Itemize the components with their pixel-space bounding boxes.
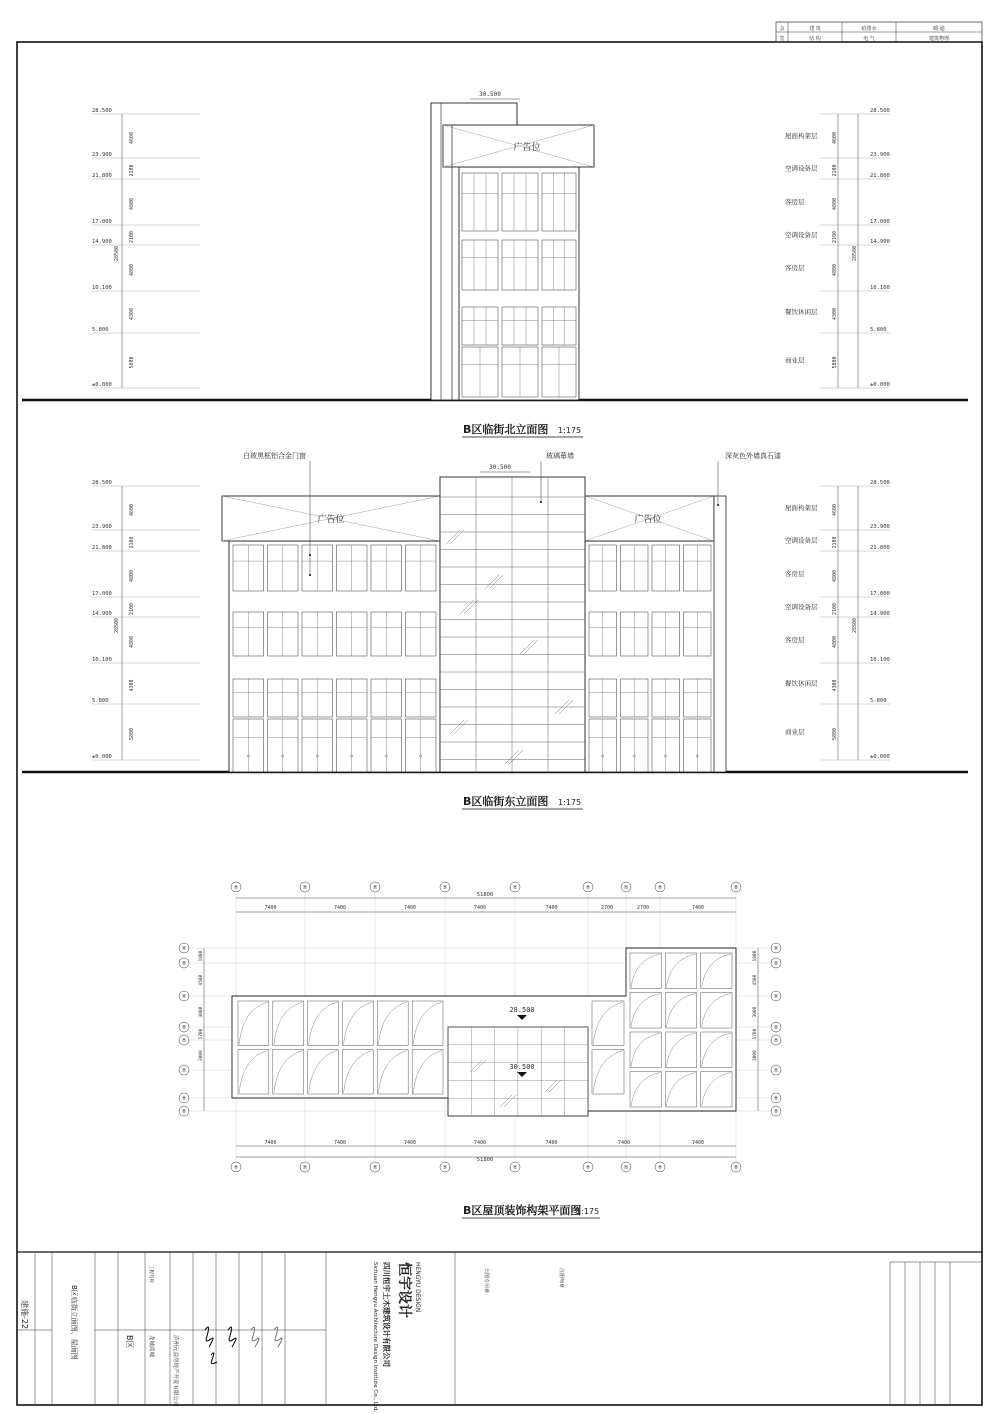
east-right-edge-column — [714, 496, 726, 772]
floor-height-right: 4800 — [832, 197, 838, 210]
floor-height-right: 2100 — [832, 536, 838, 549]
level-label-left: 5.800 — [92, 327, 109, 333]
level-label-right: ±0.000 — [870, 754, 890, 760]
axis-bubble-label: H — [234, 1165, 238, 1171]
axis-bubble-label: H — [734, 885, 738, 891]
stamp-r1-c3: 暖 通 — [933, 26, 945, 32]
plan-dim-bottom: 7400 — [403, 1140, 417, 1146]
tb-company-en: Sichuan Hengyu Architecture Design Institute Co., Ltd. — [372, 1262, 378, 1413]
level-label-right: 28.500 — [870, 480, 890, 486]
axis-bubble-label: H — [182, 1096, 186, 1102]
axis-bubble-label: H — [303, 1165, 307, 1171]
plan-dim-top: 7400 — [403, 905, 417, 911]
plan-dim-side-left-text: 4500 — [199, 974, 204, 986]
stamp-r2-c3: 建筑物理 — [928, 36, 950, 42]
plan-dim-bottom: 7400 — [333, 1140, 347, 1146]
north-main-block — [459, 167, 579, 400]
floor-name: 空调设备层 — [785, 164, 818, 173]
floor-name: 空调设备层 — [785, 231, 818, 239]
level-label-left: 17.000 — [92, 219, 112, 225]
axis-bubble-label: H — [182, 1025, 186, 1031]
level-label-left: ±0.000 — [92, 382, 112, 388]
level-label-left: 17.000 — [92, 591, 112, 597]
tb-client: 泸州元益房地产开发有限公司 — [172, 1335, 178, 1407]
floor-name: 商业层 — [785, 728, 805, 736]
floor-height-left: 4600 — [129, 131, 135, 144]
floor-height-left: 2100 — [129, 230, 135, 243]
callout-glass-dot — [540, 501, 542, 503]
plan-dim-top: 7400 — [333, 905, 347, 911]
floor-height-right: 4600 — [832, 503, 838, 516]
axis-bubble-label: H — [658, 1165, 662, 1171]
axis-bubble-label: H — [774, 1068, 778, 1074]
floor-height-right: 4600 — [832, 131, 838, 144]
callout-stone-paint: 深灰色外墙真石漆 — [725, 452, 781, 460]
floor-name: 空调设备层 — [785, 536, 818, 545]
plan-dim-bottom: 7400 — [691, 1140, 705, 1146]
axis-bubble-label: H — [513, 885, 517, 891]
plan-dim-side-right-text: 1700 — [753, 1028, 758, 1040]
plan-dim-side-right-text: 4500 — [753, 974, 758, 986]
plan-dim-top: 2700 — [636, 905, 650, 911]
stamp-r1-c0: 会 — [779, 26, 785, 32]
east-right-sign-label: 广告位 — [634, 515, 662, 525]
callout-stone-dot — [717, 504, 719, 506]
floor-name: 客房层 — [785, 198, 805, 206]
floor-height-right: 4300 — [832, 679, 838, 692]
total-height-left: 28500 — [114, 245, 120, 261]
axis-bubble-label: H — [182, 1109, 186, 1115]
level-label-right: 21.800 — [870, 545, 890, 551]
level-label-left: 28.500 — [92, 108, 112, 114]
floor-height-left: 2100 — [129, 536, 135, 549]
plan-dim-bottom: 7400 — [264, 1140, 277, 1146]
axis-bubble-label: H — [182, 1038, 186, 1044]
east-scale: 1:175 — [558, 798, 582, 807]
level-label-right: 23.900 — [870, 152, 890, 158]
floor-height-left: 5800 — [129, 727, 135, 740]
axis-bubble-label: H — [182, 946, 186, 952]
plan-dim-side-left-text: 1800 — [199, 950, 204, 962]
level-label-right: 21.800 — [870, 173, 890, 179]
floor-height-right: 4800 — [832, 263, 838, 276]
floor-height-right: 4300 — [832, 307, 838, 320]
countersign-table — [776, 22, 982, 42]
callout-window-dot-2 — [309, 574, 311, 576]
plan-level-low: 28.500 — [509, 1006, 535, 1014]
level-label-right: 17.000 — [870, 591, 890, 597]
floor-height-left: 4800 — [129, 569, 135, 582]
plan-dim-top: 7400 — [691, 905, 705, 911]
floor-height-left: 5800 — [129, 356, 135, 369]
axis-bubble-label: H — [774, 1096, 778, 1102]
floor-height-right: 2100 — [832, 602, 838, 615]
stamp-r1-c2: 给排水 — [861, 26, 877, 32]
level-label-left: 23.900 — [92, 524, 112, 530]
floor-height-right: 5800 — [832, 727, 838, 740]
level-label-right: 10.100 — [870, 285, 890, 291]
axis-bubble-label: H — [586, 885, 590, 891]
north-top-level: 30.500 — [479, 91, 501, 98]
plan-dim-top: 7400 — [264, 905, 277, 911]
axis-bubble-label: H — [658, 885, 662, 891]
north-elevation — [22, 91, 968, 437]
plan-dim-side-right-text: 3000 — [753, 1050, 758, 1061]
tb-drawing-title: B区临街立面图、屋面图 — [70, 1285, 78, 1360]
callout-window-dot-1 — [309, 554, 311, 556]
axis-bubble-label: H — [734, 1165, 738, 1171]
tb-company-cn: 四川恒宇土木建筑设计有限公司 — [382, 1262, 391, 1367]
floor-name: 商业层 — [785, 356, 805, 365]
floor-name: 屋面构架层 — [785, 132, 818, 140]
axis-bubble-label: H — [182, 961, 186, 967]
level-label-left: 28.500 — [92, 480, 112, 486]
tb-stamp-label-1: 出图专用章 — [483, 1268, 489, 1294]
callout-window-frame: 白玻黑框铝合金门窗 — [243, 452, 306, 460]
plan-dim-bottom: 7400 — [473, 1140, 487, 1146]
axis-bubble-label: H — [443, 1165, 447, 1171]
plan-dim-bottom: 7400 — [617, 1140, 631, 1146]
total-height-right: 28500 — [852, 245, 858, 261]
axis-bubble-label: H — [182, 994, 186, 1000]
floor-height-left: 4600 — [129, 503, 135, 516]
east-glass-curtain-wall — [440, 477, 585, 772]
axis-bubble-label: H — [586, 1165, 590, 1171]
floor-height-right: 5800 — [832, 356, 838, 369]
plan-total-dim-top: 51800 — [476, 892, 494, 898]
stamp-r2-c2: 电 气 — [863, 36, 875, 42]
east-elevation — [22, 451, 968, 809]
plan-total-dim-bottom: 51800 — [476, 1157, 494, 1163]
axis-bubble-label: H — [774, 994, 778, 1000]
floor-name: 屋面构架层 — [785, 504, 818, 512]
axis-bubble-label: H — [624, 1165, 628, 1171]
level-label-right: ±0.000 — [870, 382, 890, 388]
tb-project-label: 工程名称 — [148, 1265, 153, 1283]
plan-dim-side-left-text: 1700 — [199, 1028, 204, 1040]
floor-height-right: 4800 — [832, 635, 838, 648]
plan-dim-side-right-text: 3000 — [753, 1006, 758, 1018]
tb-drawing-no: 建施-22 — [20, 1300, 29, 1330]
callout-glass-curtain: 玻璃幕墙 — [546, 452, 574, 460]
axis-bubble-label: H — [774, 1038, 778, 1044]
plan-dim-bottom: 7400 — [545, 1140, 558, 1146]
north-sign-label: 广告位 — [513, 143, 541, 153]
north-title: B区临街北立面图 — [463, 423, 549, 436]
plan-dim-side-left-text: 3000 — [199, 1050, 204, 1061]
plan-dim-top: 2700 — [600, 905, 614, 911]
east-left-wing — [229, 541, 440, 772]
floor-name: 客房层 — [785, 570, 805, 578]
floor-height-left: 4300 — [129, 679, 135, 692]
floor-height-left: 4300 — [129, 307, 135, 320]
stamp-r2-c1: 结 构 — [809, 36, 821, 42]
plan-outline — [232, 948, 736, 1116]
axis-bubble-label: H — [373, 1165, 377, 1171]
floor-name: 餐饮休闲层 — [785, 308, 818, 316]
level-label-right: 10.100 — [870, 657, 890, 663]
tb-stamp-label-2: 注册师章 — [558, 1268, 564, 1289]
floor-height-left: 4800 — [129, 635, 135, 648]
floor-height-right: 2100 — [832, 164, 838, 177]
level-label-right: 14.900 — [870, 239, 890, 245]
level-label-left: ±0.000 — [92, 754, 112, 760]
level-label-left: 14.900 — [92, 239, 112, 245]
total-height-left: 28500 — [114, 617, 120, 633]
axis-bubble-label: H — [443, 885, 447, 891]
level-label-left: 10.100 — [92, 285, 112, 291]
signature-1 — [205, 1327, 217, 1364]
tb-logo-cn: 恒宇设计 — [396, 1262, 412, 1318]
axis-bubble-label: H — [774, 1109, 778, 1115]
axis-bubble-label: H — [373, 885, 377, 891]
level-label-right: 17.000 — [870, 219, 890, 225]
plan-dim-top: 7400 — [473, 905, 487, 911]
floor-name: 空调设备层 — [785, 603, 818, 611]
axis-bubble-label: H — [774, 961, 778, 967]
floor-height-right: 2100 — [832, 230, 838, 243]
level-label-left: 21.800 — [92, 545, 112, 551]
level-label-left: 10.100 — [92, 657, 112, 663]
level-label-left: 21.800 — [92, 173, 112, 179]
east-left-sign-label: 广告位 — [317, 515, 345, 525]
plan-dim-top: 7400 — [545, 905, 558, 911]
axis-bubble-label: H — [303, 885, 307, 891]
east-right-wing — [585, 541, 715, 772]
axis-bubble-label: H — [774, 946, 778, 952]
axis-bubble-label: H — [182, 1068, 186, 1074]
level-label-left: 5.800 — [92, 698, 109, 704]
title-block-grid — [17, 1252, 982, 1405]
tb-project-name: 龙城商城 — [148, 1335, 154, 1358]
plan-level-high: 30.500 — [509, 1063, 535, 1071]
floor-height-left: 4800 — [129, 197, 135, 210]
floor-height-left: 2100 — [129, 602, 135, 615]
plan-scale: 1:175 — [576, 1207, 600, 1216]
axis-bubble-label: H — [774, 1025, 778, 1031]
axis-bubble-label: H — [234, 885, 238, 891]
east-title: B区临街东立面图 — [463, 795, 549, 808]
title-block — [17, 1252, 982, 1412]
level-label-right: 23.900 — [870, 524, 890, 530]
east-top-level: 30.500 — [489, 464, 511, 471]
axis-bubble-label: H — [624, 885, 628, 891]
level-label-right: 5.800 — [870, 327, 887, 333]
floor-height-right: 4800 — [832, 569, 838, 582]
roof-plan — [179, 882, 781, 1218]
plan-dim-side-right-text: 1800 — [753, 950, 758, 962]
floor-name: 客房层 — [785, 636, 805, 644]
tb-sub-item: B区 — [125, 1335, 134, 1349]
level-label-left: 23.900 — [92, 152, 112, 158]
floor-name: 餐饮休闲层 — [785, 679, 818, 688]
level-label-right: 28.500 — [870, 108, 890, 114]
floor-height-left: 4800 — [129, 263, 135, 276]
total-height-right: 28500 — [852, 617, 858, 633]
plan-dim-side-left-text: 3000 — [199, 1006, 204, 1018]
stamp-r2-c0: 签 — [779, 36, 785, 42]
floor-name: 客房层 — [785, 264, 805, 272]
plan-title: B区屋顶装饰构架平面图 — [463, 1204, 582, 1217]
axis-bubble-label: H — [513, 1165, 517, 1171]
tb-logo-en: HENGYU DESIGN — [414, 1262, 421, 1313]
level-label-left: 14.900 — [92, 611, 112, 617]
level-label-right: 14.900 — [870, 611, 890, 617]
level-label-right: 5.800 — [870, 698, 887, 704]
floor-height-left: 2100 — [129, 164, 135, 177]
stamp-r1-c1: 建 筑 — [809, 26, 821, 32]
north-scale: 1:175 — [558, 426, 582, 435]
